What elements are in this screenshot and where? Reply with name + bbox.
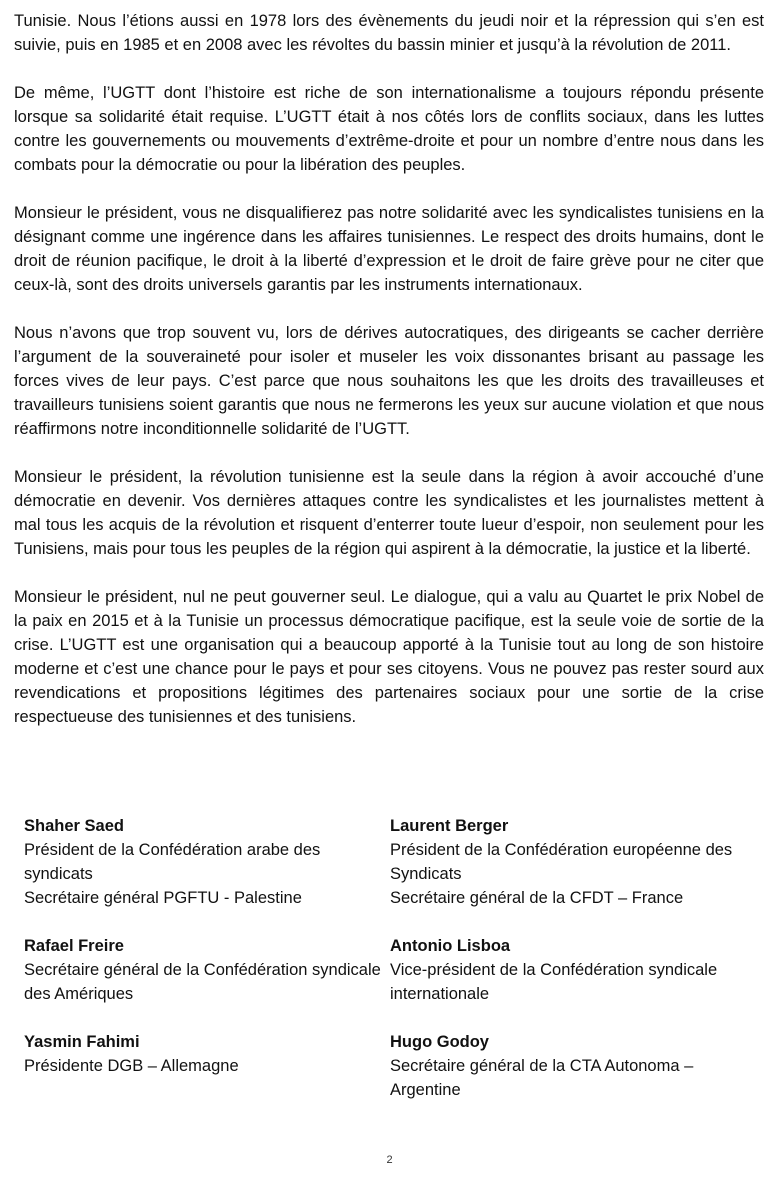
paragraph: De même, l’UGTT dont l’histoire est riche de son internationalisme a toujours répondu présente lorsque sa solidarité était requise. L’UGTT était à nos côtés lors de conflits sociaux, dans les luttes contre les gouvernements ou mouvements d’extrême-droite et pour un nombre d’entre nous dans les combats pour la démocratie ou pour la libération des peuples. [14,84,764,174]
signatory-name: Laurent Berger [390,817,509,835]
signatory-title: Secrétaire général de la CTA Autonoma – Argentine [390,1057,694,1099]
paragraph: Monsieur le président, nul ne peut gouverner seul. Le dialogue, qui a valu au Quartet le prix Nobel de la paix en 2015 et à la Tunisie un processus démocratique pacifique, est la seule voie de sortie de la crise. L’UGTT est une organisation qui a beaucoup apporté à la Tunisie tout au long de son histoire moderne et c’est une chance pour le pays et pour ses citoyens. Vous ne pouvez pas rester sourd aux revendications et propositions légitimes des partenaires sociaux pour une sortie de la crise respectueuse des tunisiennes et des tunisiens. [14,588,764,726]
signatory-name: Hugo Godoy [390,1033,489,1051]
signatory [390,1030,764,1102]
signatory-title: Président de la Confédération européenne des Syndicats [390,841,733,883]
signatory-title: Secrétaire général de la Confédération syndicale des Amériques [24,961,381,1003]
paragraph: Nous n’avons que trop souvent vu, lors de dérives autocratiques, des dirigeants se cacher derrière l’argument de la souveraineté pour isoler et museler les voix dissonantes brisant au passage les forces vives de leur pays. C’est parce que nous souhaitons les que les droits des travailleuses et travailleurs tunisiens soient garantis que nous ne fermerons les yeux sur aucune violation et que nous réaffirmons notre inconditionnelle solidarité de l’UGTT. [14,324,764,438]
page-number: 2 [386,1154,393,1166]
signatory-title: Président de la Confédération arabe des syndicats [24,841,321,883]
signatory-title: Secrétaire général de la CFDT – France [390,889,684,907]
paragraph: Tunisie. Nous l’étions aussi en 1978 lors des évènements du jeudi noir et la répression qui s’en est suivie, puis en 1985 et en 2008 avec les révoltes du bassin minier et jusqu’à la révolution de 2011. [14,12,764,54]
signatory [24,814,390,910]
signatory-name: Rafael Freire [24,937,124,955]
signatory-title: Secrétaire général PGFTU - Palestine [24,889,302,907]
signatures-block [24,814,764,1102]
signatory [390,934,764,1006]
signatory-name: Yasmin Fahimi [24,1033,140,1051]
signatory [24,934,390,1006]
paragraph: Monsieur le président, la révolution tunisienne est la seule dans la région à avoir accouché d’une démocratie en devenir. Vos dernières attaques contre les syndicalistes et les journalistes mettent à mal tous les acquis de la révolution et risquent d’enterrer toute lueur d’espoir, non seulement pour les Tunisiens, mais pour tous les peuples de la région qui aspirent à la démocratie, la justice et la liberté. [14,468,764,558]
signatory [390,814,764,910]
signatory-title: Présidente DGB – Allemagne [24,1057,239,1075]
signatory-name: Antonio Lisboa [390,937,511,955]
paragraph: Monsieur le président, vous ne disqualifierez pas notre solidarité avec les syndicalistes tunisiens en la désignant comme une ingérence dans les affaires tunisiennes. Le respect des droits humains, dont le droit de réunion pacifique, le droit à la liberté d’expression et le droit de faire grève pour ne citer que ceux-là, sont des droits universels garantis par les instruments internationaux. [14,204,764,294]
signatory-title: Vice-président de la Confédération syndicale internationale [390,961,718,1003]
signatory [24,1030,390,1102]
signatory-name: Shaher Saed [24,817,124,835]
letter-body [14,0,764,729]
